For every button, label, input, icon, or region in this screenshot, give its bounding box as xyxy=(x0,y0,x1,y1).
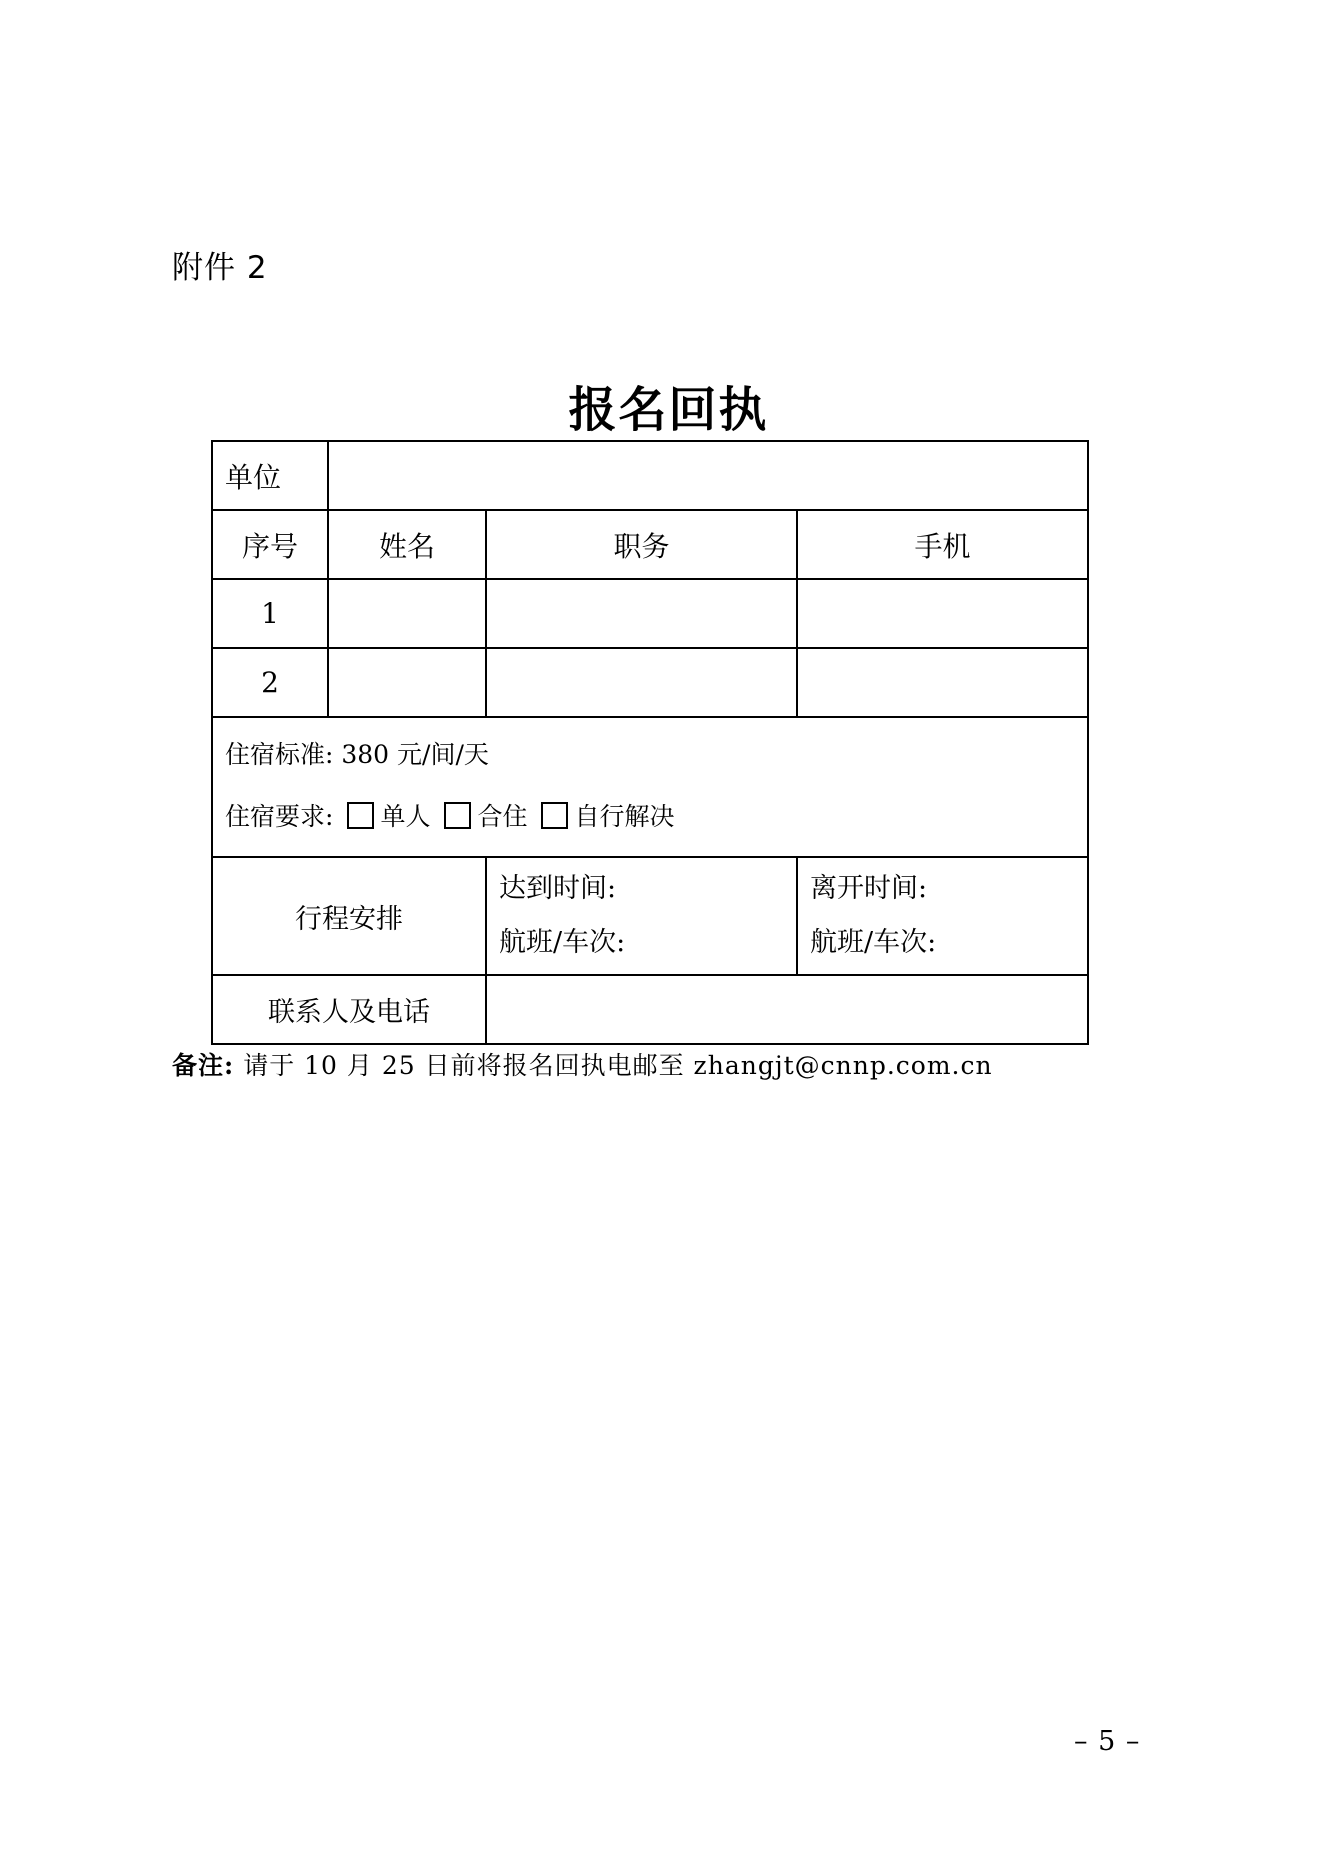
page-number: – 5 – xyxy=(1074,1726,1141,1757)
departure-flight-label: 航班/车次: xyxy=(810,927,937,958)
row-name-cell[interactable] xyxy=(328,579,486,648)
row-position-cell[interactable] xyxy=(486,648,797,717)
contact-input-cell[interactable] xyxy=(486,975,1088,1044)
row-seq: 2 xyxy=(212,648,328,717)
itinerary-label: 行程安排 xyxy=(212,857,486,975)
lodging-standard: 住宿标准: 380 元/间/天 xyxy=(225,740,489,769)
lodging-requirement-label: 住宿要求: xyxy=(225,802,334,831)
registration-form-table xyxy=(211,440,1089,1045)
table-row xyxy=(212,648,1088,717)
row-seq: 1 xyxy=(212,579,328,648)
itinerary-row xyxy=(212,857,1088,975)
note xyxy=(172,1046,993,1086)
departure-time-label: 离开时间: xyxy=(810,873,928,904)
contact-label: 联系人及电话 xyxy=(212,975,486,1044)
unit-label: 单位 xyxy=(212,441,328,510)
header-name: 姓名 xyxy=(328,510,486,579)
unit-row xyxy=(212,441,1088,510)
lodging-row xyxy=(212,717,1088,857)
lodging-cell xyxy=(212,717,1088,857)
row-phone-cell[interactable] xyxy=(797,648,1088,717)
arrival-time-label: 达到时间: xyxy=(499,873,617,904)
checkbox-single[interactable] xyxy=(347,802,374,829)
departure-cell[interactable] xyxy=(797,857,1088,975)
arrival-flight-label: 航班/车次: xyxy=(499,927,626,958)
header-position: 职务 xyxy=(486,510,797,579)
table-row xyxy=(212,579,1088,648)
option-shared-label: 合住 xyxy=(477,802,528,831)
row-name-cell[interactable] xyxy=(328,648,486,717)
unit-input-cell[interactable] xyxy=(328,441,1088,510)
lodging-requirement xyxy=(225,786,1075,848)
option-single-label: 单人 xyxy=(380,802,431,831)
checkbox-shared[interactable] xyxy=(444,802,471,829)
header-phone: 手机 xyxy=(797,510,1088,579)
header-row xyxy=(212,510,1088,579)
form-title: 报名回执 xyxy=(568,382,769,438)
option-self-arranged-label: 自行解决 xyxy=(574,802,675,831)
note-text: 请于 10 月 25 日前将报名回执电邮至 zhangjt@cnnp.com.cn xyxy=(243,1051,993,1080)
attachment-label: 附件 2 xyxy=(172,250,268,286)
header-seq: 序号 xyxy=(212,510,328,579)
row-position-cell[interactable] xyxy=(486,579,797,648)
contact-row xyxy=(212,975,1088,1044)
note-label: 备注: xyxy=(172,1051,235,1080)
arrival-cell[interactable] xyxy=(486,857,797,975)
row-phone-cell[interactable] xyxy=(797,579,1088,648)
checkbox-self-arranged[interactable] xyxy=(541,802,568,829)
